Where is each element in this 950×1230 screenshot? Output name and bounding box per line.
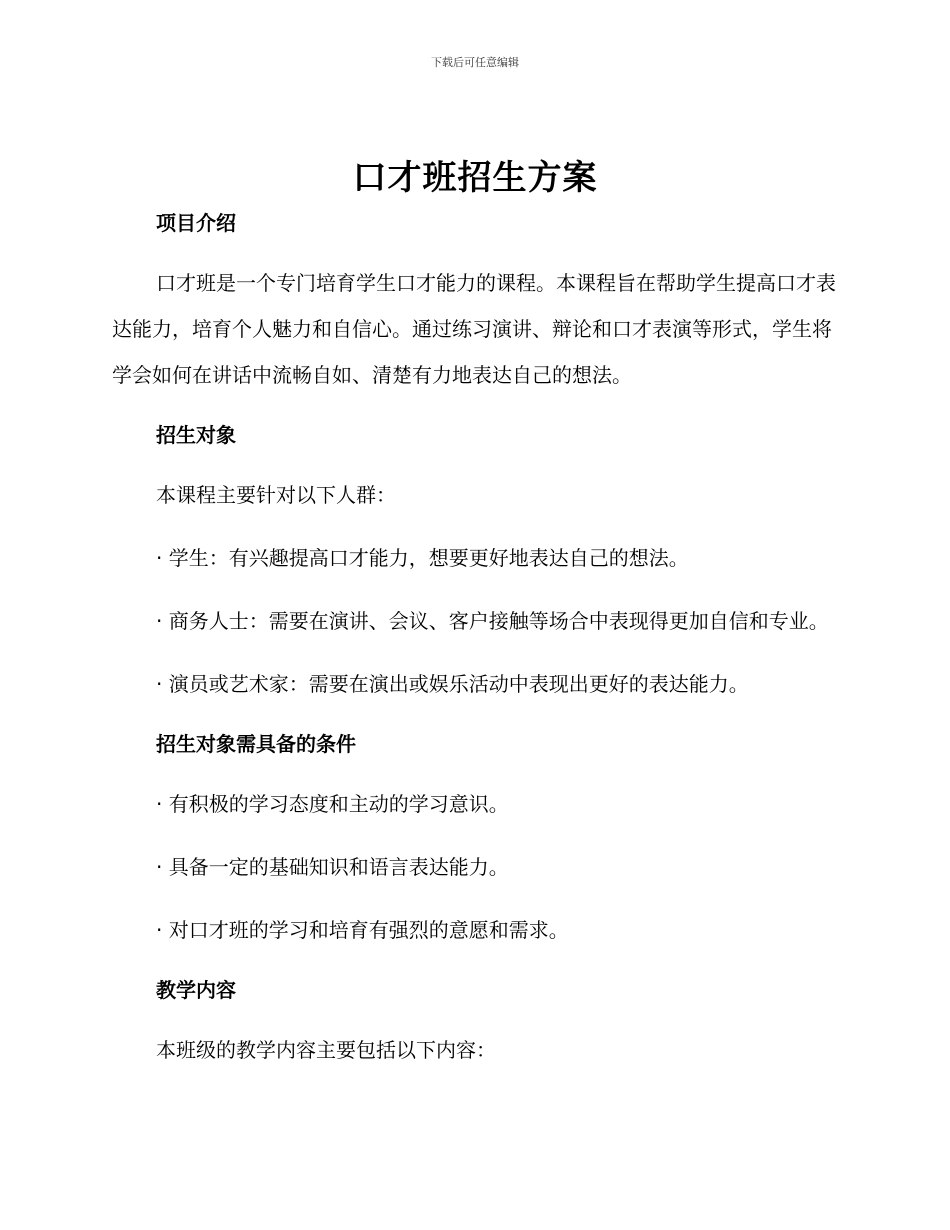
requirement-item-willingness: · 对口才班的学习和培育有强烈的意愿和需求。 [156,918,569,942]
requirement-item-attitude: · 有积极的学习态度和主动的学习意识。 [156,792,509,816]
intro-paragraph: 口才班是一个专门培育学生口才能力的课程。本课程旨在帮助学生提高口才表达能力，培育个人魅力和自信心。通过练习演讲、辩论和口才表演等形式，学生将学会如何在讲话中流畅自如、清楚有力地表达自己的想法。 [112,271,836,387]
audience-item-students: · 学生：有兴趣提高口才能力，想要更好地表达自己的想法。 [156,546,689,570]
document-body [112,203,840,1073]
audience-item-business: · 商务人士：需要在演讲、会议、客户接触等场合中表现得更加自信和专业。 [156,609,829,633]
section-heading-audience: 招生对象 [156,423,236,447]
document-title: 口才班招生方案 [352,158,598,198]
section-heading-intro: 项目介绍 [156,211,236,235]
requirement-item-knowledge: · 具备一定的基础知识和语言表达能力。 [156,855,509,879]
section-heading-requirements: 招生对象需具备的条件 [156,732,356,756]
section-heading-teaching: 教学内容 [156,978,236,1002]
audience-item-artists: · 演员或艺术家：需要在演出或娱乐活动中表现出更好的表达能力。 [156,672,749,696]
audience-intro: 本课程主要针对以下人群： [156,483,396,507]
header-note: 下载后可任意编辑 [431,56,519,69]
teaching-intro: 本班级的教学内容主要包括以下内容： [156,1038,496,1062]
